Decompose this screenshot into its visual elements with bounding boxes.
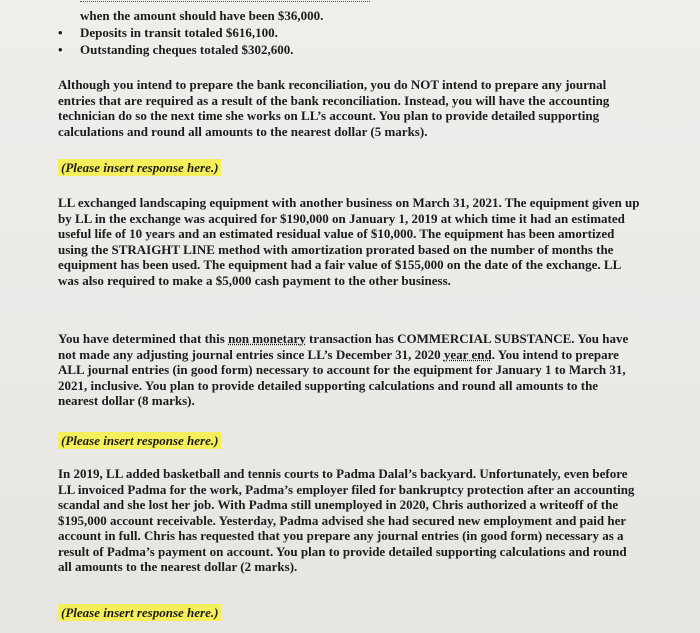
bullet-text: Deposits in transit totaled $616,100. [80, 25, 278, 40]
response-placeholder-1[interactable]: (Please insert response here.) [58, 159, 221, 176]
bullet-list [58, 7, 640, 58]
paragraph-commercial-substance: You have determined that this non monetary transaction has COMMERCIAL SUBSTANCE. You have not made any adjusting journal entries since LL’s December 31, 2020 year end. You intend to prepare ALL journal entries (in good form) necessary to account for the equipment for January 1 to March 31, 2021, inclusive. You plan to provide detailed supporting calculations and round all amounts to the nearest dollar (8 marks). [58, 331, 629, 408]
underlined-term: year end [443, 346, 492, 362]
bullet-item [58, 41, 640, 58]
cut-off-line [80, 0, 370, 2]
bullet-dot-icon: • [58, 42, 63, 57]
bullet-dot-icon: • [58, 25, 63, 40]
paragraph-padma-receivable: In 2019, LL added basketball and tennis courts to Padma Dalal’s backyard. Unfortunately, even before LL invoiced Padma for the work, Padma’s employer filed for bankruptcy protection after an accounting scandal and she lost her job. With Padma still unemployed in 2020, Chris authorized a writeoff of the $195,000 account receivable. Yesterday, Padma advised she had secured new employment and paid her account in full. Chris has requested that you prepare any journal entries (in good form) necessary as a result of Padma’s payment on account. You plan to provide detailed supporting calculations and round all amounts to the nearest dollar (2 marks). [58, 466, 635, 574]
response-placeholder-3[interactable]: (Please insert response here.) [58, 604, 221, 621]
bullet-text: when the amount should have been $36,000. [80, 8, 324, 23]
paragraph-bank-reconciliation: Although you intend to prepare the bank reconciliation, you do NOT intend to prepare any journal entries that are required as a result of the bank reconciliation. Instead, you will have the accounting technician do so the next time she works on LL’s account. You plan to provide detailed supporting calculations and round all amounts to the nearest dollar (5 marks). [58, 77, 610, 139]
underlined-term: non monetary [228, 331, 306, 346]
paragraph-equipment-exchange: LL exchanged landscaping equipment with another business on March 31, 2021. The equipment given up by LL in the exchange was acquired for $190,000 on January 1, 2019 at which time it had an estimated useful life of 10 years and an estimated residual value of $10,000. The equipment has been amortized using the STRAIGHT LINE method with amortization prorated based on the number of months the equipment has been used. The equipment had a fair value of $155,000 on the date of the exchange. LL was also required to make a $5,000 cash payment to the other business. [58, 195, 640, 288]
bullet-text: Outstanding cheques totaled $302,600. [80, 42, 294, 57]
bullet-continuation [58, 7, 640, 24]
response-placeholder-2[interactable]: (Please insert response here.) [58, 432, 221, 449]
bullet-item [58, 24, 640, 41]
